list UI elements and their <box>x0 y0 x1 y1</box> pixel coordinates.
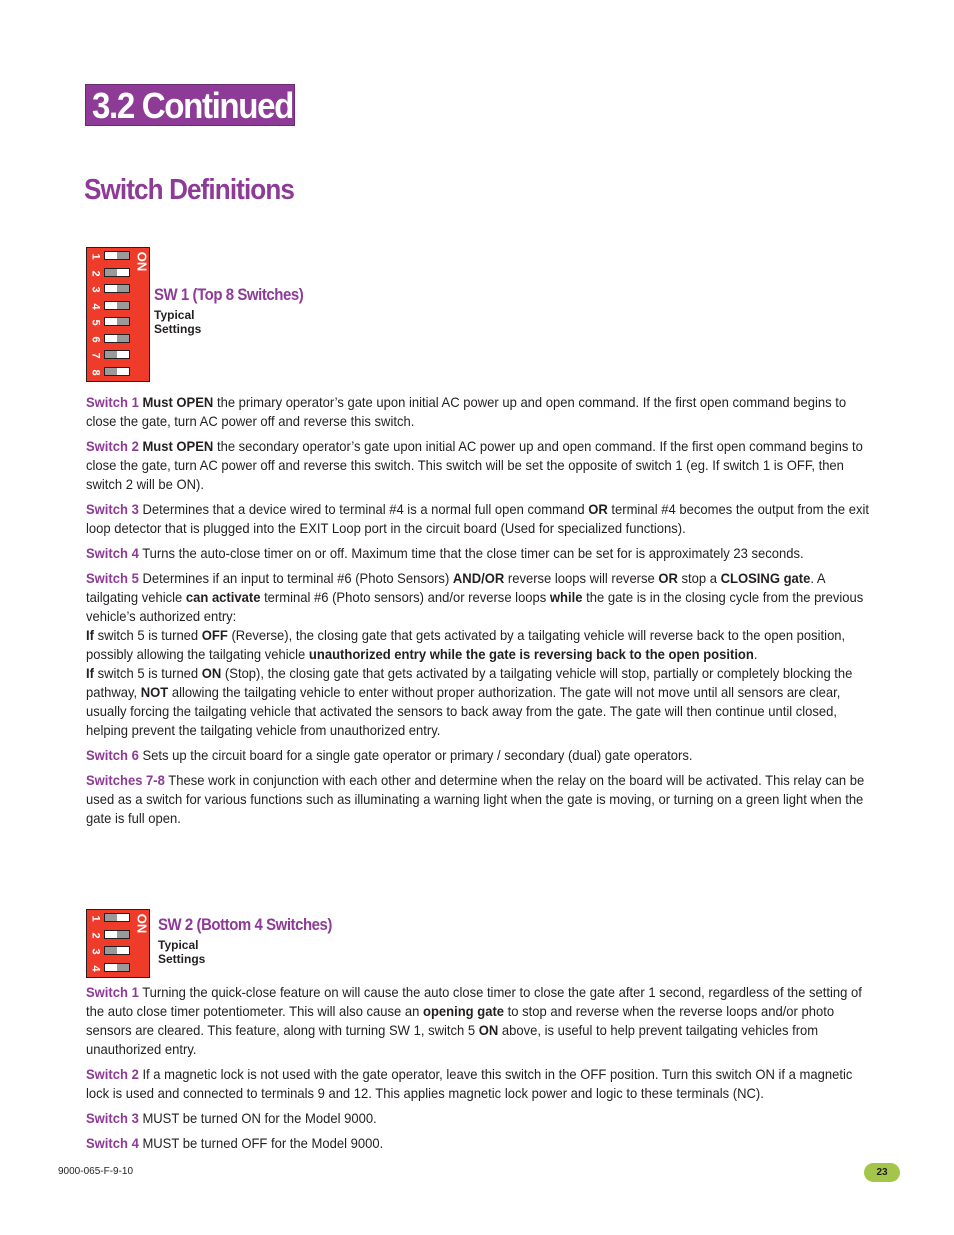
sw2-switch2-desc: Switch 2 If a magnetic lock is not used with the gate operator, leave this switch in the OFF position. Turn this switch ON if a magnetic lock is used and connected to terminals 9 and 12. This applies magnetic lock power and logic to these terminals (NC). <box>86 1066 853 1101</box>
switch-knob <box>105 947 117 954</box>
dip-switch-sw1 <box>86 247 150 382</box>
sw2-title: SW 2 (Bottom 4 Switches) <box>158 915 332 934</box>
sw1-title: SW 1 (Top 8 Switches) <box>154 285 304 304</box>
sw2-switch1-desc: Switch 1 Turning the quick-close feature on will cause the auto close timer to close the gate after 1 second, regardless of the setting of the auto close timer potentiometer. This will also cause an opening gate to stop and reverse when the reverse loops and/or photo sensors are cleared. This feature, along with turning SW 1, switch 5 ON above, is useful to help prevent tailgating vehicles from unauthorized entry. <box>86 984 862 1057</box>
switch-knob <box>105 368 117 375</box>
sw2-switch4-desc: Switch 4 MUST be turned OFF for the Model 9000. <box>86 1135 384 1151</box>
sw1-typical-settings <box>154 308 201 336</box>
switch-number: 3 <box>89 948 102 955</box>
sw2-definitions <box>86 983 877 1153</box>
switch-slot <box>104 350 130 359</box>
sw2-switch3-desc: Switch 3 MUST be turned ON for the Model 9000. <box>86 1110 377 1126</box>
sw1-switch2-desc: Switch 2 Must OPEN the secondary operator’s gate upon initial AC power up and open command. If the first open command begins to close the gate, turn AC power off and reverse this switch. This switch will be set the opposite of switch 1 (eg. If switch 1 is OFF, then switch 2 will be ON). <box>86 438 863 492</box>
sw1-switch78-desc: Switches 7-8 These work in conjunction with each other and determine when the relay on the board will be activated. This relay can be used as a switch for various functions such as illuminating a warning light when the gate is moving, or turning on a green light when the gate is full open. <box>86 772 865 826</box>
switch-slot <box>104 284 130 293</box>
switch-knob <box>117 335 129 342</box>
switch-slot <box>104 913 130 922</box>
sw1-switch5-on: If switch 5 is turned ON (Stop), the closing gate that gets activated by a tailgating vehicle will stop, partially or completely blocking the pathway, NOT allowing the tailgating vehicle to enter without proper authorization. The gate will not move until all sensors are clear, usually forcing the tailgating vehicle that activated the sensors to back away from the gate. The gate will then continue until closed, helping prevent the tailgating vehicle from unauthorized entry. <box>86 665 853 738</box>
sw2-typical-settings <box>158 938 205 966</box>
sw1-switch5-off: If switch 5 is turned OFF (Reverse), the closing gate that gets activated by a tailgating vehicle will reverse back to the open position, possibly allowing the tailgating vehicle unauthorized entry while the gate is reversing back to the open position. <box>86 627 846 662</box>
sw1-definitions <box>86 393 877 828</box>
settings-label: Settings <box>154 322 202 336</box>
switch-number: 2 <box>89 931 102 939</box>
switch-slot <box>104 251 130 260</box>
switch-slot <box>104 301 130 310</box>
switch-number: 5 <box>89 319 102 326</box>
switch-number: 7 <box>89 352 102 359</box>
switch-slot <box>104 946 130 955</box>
switch-slot <box>104 963 130 972</box>
typical-label: Typical <box>158 938 199 952</box>
switch-knob <box>117 285 129 292</box>
sw1-switch6-desc: Switch 6 Sets up the circuit board for a single gate operator or primary / secondary (dual) gate operators. <box>86 747 693 763</box>
switch-number: 6 <box>89 335 102 343</box>
switch-number: 1 <box>89 915 102 922</box>
document-code: 9000-065-F-9-10 <box>58 1166 134 1177</box>
switch-number: 3 <box>89 286 102 293</box>
switch-knob <box>105 351 117 358</box>
sw1-switch4-desc: Switch 4 Turns the auto-close timer on or off. Maximum time that the close timer can be set for is approximately 23 seconds. <box>86 545 804 561</box>
sw1-switch1-desc: Switch 1 Must OPEN the primary operator’s gate upon initial AC power up and open command. If the first open command begins to close the gate, turn AC power off and reverse this switch. <box>86 394 847 429</box>
typical-label: Typical <box>154 308 195 322</box>
on-label: ON <box>134 251 150 272</box>
section-banner <box>85 84 295 126</box>
switch-knob <box>117 252 129 259</box>
dip-switch-sw2 <box>86 909 150 978</box>
switch-knob <box>117 302 129 309</box>
banner-title: 3.2 Continued <box>92 85 294 126</box>
switch-knob <box>105 269 117 276</box>
on-label: ON <box>134 913 150 934</box>
switch-knob <box>117 964 129 971</box>
switch-knob <box>117 931 129 938</box>
switch-knob <box>117 318 129 325</box>
switch-slot <box>104 930 130 939</box>
switch-slot <box>104 367 130 376</box>
switch-number: 4 <box>89 964 102 972</box>
page-heading: Switch Definitions <box>84 174 295 206</box>
page-number: 23 <box>864 1163 900 1182</box>
switch-slot <box>104 268 130 277</box>
switch-number: 4 <box>89 302 102 310</box>
switch-number: 1 <box>89 253 102 260</box>
switch-number: 2 <box>89 269 102 277</box>
sw1-switch5-desc: Switch 5 Determines if an input to terminal #6 (Photo Sensors) AND/OR reverse loops will reverse OR stop a CLOSING gate. A tailgating vehicle can activate terminal #6 (Photo sensors) and/or reverse loops while the gate is in the closing cycle from the previous vehicle’s authorized entry: <box>86 570 864 624</box>
switch-slot <box>104 317 130 326</box>
switch-number: 8 <box>89 368 102 376</box>
sw1-switch3-desc: Switch 3 Determines that a device wired to terminal #4 is a normal full open command OR terminal #4 becomes the output from the exit loop detector that is plugged into the EXIT Loop port in the circuit board (Used for specialized functions). <box>86 501 870 536</box>
switch-slot <box>104 334 130 343</box>
switch-knob <box>105 914 117 921</box>
settings-label: Settings <box>158 952 206 966</box>
